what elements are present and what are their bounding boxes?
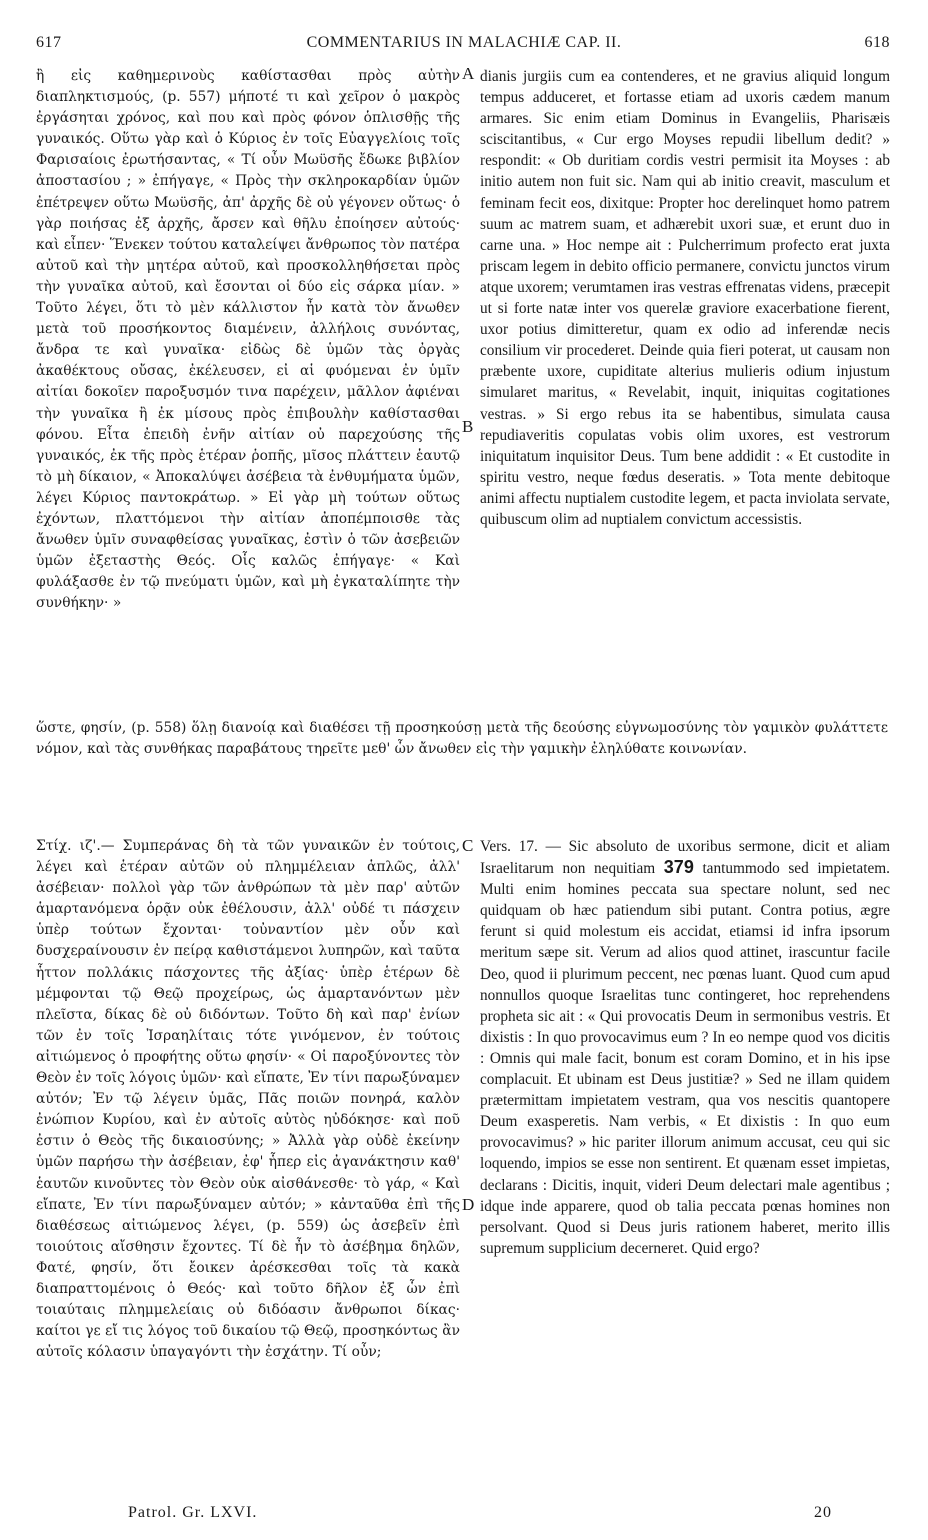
greek-column-bottom: Στίχ. ιζ'.— Συμπεράνας δὴ τὰ τῶν γυναικῶν ἐν τούτοις, λέγει καὶ ἑτέραν αὐτῶν οὐ πλημμέλειαν ἁπλῶς, ἀλλ' ἀσέβειαν· πολλοὶ γὰρ τῶν ἀνθρώπων τὰ μὲν παρ' αὐτῶν ἁμαρτανόμενα ὁρᾷν οὐκ ἐθέλουσιν, ἀλλ' οὐδέ τι πάσχειν ὑπὲρ τούτων ἔχονται· τοὐναντίον μὲν οὖν καὶ δυσχεραίνουσιν ἐν πείρᾳ καθιστάμενοι λυπηρῶν, καὶ ταῦτα ἧττον πολλάκις πάσχοντες τῆς ἀξίας· ὑπὲρ ἑτέρων δὲ μέμφονται τῷ Θεῷ προχείρως, ὡς ἁμαρτανόντων μὲν πλεῖστα, δίκας δὲ οὐ διδόντων. Τοῦτο δὴ καὶ παρ' ἐνίων τῶν ἐν τοῖς Ἰσραηλίταις τότε γινόμενον, ἐν τούτοις αἰτιώμενος ὁ προφήτης οὕτω φησίν· « Οἱ παροξύνοντες τὸν Θεὸν ἐν τοῖς λόγοις ὑμῶν· καὶ εἴπατε, Ἐν τίνι παρωξύναμεν αὐτόν; Ἐν τῷ λέγειν ὑμᾶς, Πᾶς ποιῶν πονηρά, καλὸν ἐνώπιον Κυρίου, καὶ ἐν αὐτοῖς αὐτὸς ηὐδόκησε· καὶ ποῦ ἐστιν ὁ Θεὸς τῆς δικαιοσύνης; » Ἀλλὰ γὰρ οὐδὲ ἐκείνην ὑμῶν παρήσω τὴν ἀσέβειαν, ἐφ' ἧπερ εἰς ἀγανάκτησιν καθ' ἑαυτῶν κινοῦντες τὸν Θεὸν οὐκ αἰσθάνεσθε· τὸ γάρ, « Καὶ εἴπατε, Ἐν τίνι παρωξύναμεν αὐτόν; » κἀνταῦθα ἐπὶ τῆς διαθέσεως αἰτιώμενος λέγει, (p. 559) ὡς ἀσεβεῖν ἐπὶ τοιούτοις αἴσθησιν ἔχοντες. Τί δὲ ἦν τὸ ἀσέβημα δηλῶν, Φατέ, φησίν, ὅτι ἔοικεν ἀρέσκεσθαι τοῖς τὰ κακὰ διαπραττομένοις ὁ Θεός· καὶ τοῦτο δῆλον ἐξ ὧν ἐπὶ τοιαύταις πλημμελείαις οὐ διδόασιν ἄνθρωποι δίκας· καίτοι γε εἴ τις λόγος τοῦ δικαίου τῷ Θεῷ, προσηκόντως ἂν αὐτοῖς κόλασιν ὑπαγαγόντι τὴν ἐσχάτην. Τί οὖν; [36, 838, 460, 1361]
latin-column-bottom [480, 836, 890, 1259]
inline-page-number: 379 [663, 857, 694, 878]
left-page-number: 617 [36, 34, 62, 51]
latin-bottom-text-rest: tantummodo sed impietatem. Multi enim homines peccata sua spectare nolunt, sed nec quidquam ob hæc patiendum sibi putant. Contra potius, ægre ferunt si quid molestum eis accidat, etiamsi id infra ipsorum meritum sæpe sit. Verum ad alios quod attinet, irascuntur facile Deo, quod ii plurimum peccent, nec pœnas luant. Quod cum apud nonnullos quoque Israelitas tunc contingeret, hoc reprehendens propheta sic ait : « Qui provocatis Deum in sermonibus vestris. Et dixistis : In quo provocavimus eum ? In eo nempe quod vos dicitis : Omnis qui male facit, bonum est coram Domino, et in his ipse complacuit. Et ubinam est Deus justitiæ? » Sed ne illam quidem prætermittam impietatem vestram, qua vos nescitis quantopere Deum exasperetis. Nam verbis, « Et dixistis : In quo eum provocavimus? » hic pariter illorum animum accusat, ceu qui sic loquendo, impios se esse non sentirent. Et quænam esset impietas, declarans : Dicitis, inquit, videri Deum delectari male agentibus ; idque inde apparere, quod ob talia peccata pœnas homines non persolvant. Quod si Deus juris rationem haberet, merito illis supremum supplicium decerneret. Quid ergo? [480, 860, 890, 1257]
section-marker-d: D [462, 1195, 475, 1214]
footer-signature-number: 20 [814, 1504, 832, 1521]
latin-column-top: dianis jurgiis cum ea contenderes, et ne gravius aliquid longum tempus adduceret, et fortasse etiam ad uxoris cædem manum armares. Sic enim etiam Dominus in Evangeliis, Pharisæis sciscitantibus, « Cur ergo Moyses repudii libellum dedit? » respondit: « Ob duritiam cordis vestri permisit ita Moyses : ab initio autem non fuit sic. Nam qui ab initio creavit, masculum et feminam fecit eos, dixitque: Propter hoc derelinquet homo patrem suum ac matrem suam, et adhærebit uxori suæ, et erunt duo in carne una. » Hoc nempe ait : Pulcherrimum profecto erat juxta priscam legem in debito officio permanere, convictu junctos virum atque uxorem; verumtamen iras vestras effrenatas videns, præcepit ut si forte natæ inter vos querelæ graviore exacerbatione fierent, uxor potius dimitteretur, quam ex odio ad inferendæ necis consilium vir procederet. Deinde quia fieri poterat, ut causam non præbente uxore, cupiditate alterius mulieris odium injustum simularet maritus, « Revelabit, inquit, iniquitas cogitationes vestras. » Si ergo rebus ita se habentibus, simulata causa repudiaveritis copulatas vobis olim uxores, est vestrorum iniquitatum inquisitor Deus. Tum bene addidit : « Et custodite in spiritu vestro, neque fœdus deseratis. » Tota mente debitoque animi affectu nuptialem custodite legem, et pacta inviolata servate, quibuscum olim ad nuptialem convictum accessistis. [480, 68, 890, 528]
section-marker-c: C [462, 836, 474, 855]
greek-column-top: ἢ εἰς καθημερινοὺς καθίστασθαι πρὸς αὐτὴν διαπληκτισμούς, (p. 557) μήποτέ τι καὶ χεῖρον ὁ μακρὸς ἐργάσηται χρόνος, καὶ που καὶ πρὸς φόνον ὁπλισθῇς τῆς γυναικός. Οὕτω γὰρ καὶ ὁ Κύριος ἐν τοῖς Εὐαγγελίοις τοῖς Φαρισαίοις ἐρωτήσαντας, « Τί οὖν Μωϋσῆς ἔδωκε βιβλίον ἀποστασίου ; » ἐπήγαγε, « Πρὸς τὴν σκληροκαρδίαν ὑμῶν ἐπέτρεψεν οὕτω Μωϋσῆς, ἀπ' ἀρχῆς δὲ οὐ γέγονεν οὕτως· ὁ γὰρ ποιήσας ἐξ ἀρχῆς, ἄρσεν καὶ θῆλυ ἐποίησεν αὐτούς· καὶ εἶπεν· Ἕνεκεν τούτου καταλείψει ἄνθρωπος τὸν πατέρα αὐτοῦ καὶ τὴν μητέρα αὐτοῦ, καὶ προσκολληθήσεται πρὸς τὴν γυναῖκα αὐτοῦ, καὶ ἔσονται οἱ δύο εἰς σάρκα μίαν. » Τοῦτο λέγει, ὅτι τὸ μὲν κάλλιστον ἦν κατὰ τὸν ἄνωθεν μετὰ τοῦ προσήκοντος διαμένειν, ἀλλήλοις συνόντας, ἄνδρα τε καὶ γυναῖκα· εἰδὼς δὲ ὑμῶν τὰς ὀργὰς ἀκαθέκτους οὔσας, ἐκέλευσεν, εἰ αἱ φυόμεναι ἐν ὑμῖν αἰτίαι δοκοῖεν παροξυσμόν τινα παρέχειν, μᾶλλον ἀφιέναι τὴν γυναῖκα ἢ ἐκ μίσους πρὸς ἐπιβουλὴν καθίστασθαι φόνου. Εἶτα ἐπειδὴ ἐνῆν αἰτίαν οὐ παρεχούσης τῆς γυναικός, ἐκ τῆς πρὸς ἑτέραν ῥοπῆς, μῖσος πλάττειν ἑαυτῷ τὸ μὴ δίκαιον, « Ἀποκαλύψει ἀσέβεια τὰ ἐνθυμήματα ὑμῶν, λέγει Κύριος παντοκράτωρ. » Εἰ γὰρ μὴ τούτων οὕτως ἐχόντων, πλαττόμενοι τὴν αἰτίαν ἀποπέμποισθε τὰς ἄνωθεν ὑμῖν συναφθείσας γυναῖκας, ἐστὶν ὁ τῶν ἀσεβειῶν ὑμῶν ἐξεταστὴς Θεός. Οἷς καλῶς ἐπήγαγε· « Καὶ φυλάξασθε ἐν τῷ πνεύματι ὑμῶν, καὶ μὴ ἐγκαταλίπητε τὴν συνθήκην· » [36, 68, 460, 612]
running-title: COMMENTARIUS IN MALACHIÆ CAP. II. [306, 34, 622, 51]
right-page-number: 618 [864, 34, 890, 51]
section-marker-a: A [462, 64, 475, 83]
section-marker-b: B [462, 417, 474, 436]
footer-patrology-volume: Patrol. Gr. LXVI. [128, 1504, 258, 1521]
greek-continuation: ὥστε, φησίν, (p. 558) ὅλῃ διανοίᾳ καὶ διαθέσει τῇ προσηκούσῃ μετὰ τῆς δεούσης εὐγνωμοσύνης τὸν γαμικὸν φυλάττετε νόμον, καὶ τὰς συνθήκας παραβάτους τηρεῖτε μεθ' ὧν ἄνωθεν εἰς τὴν γαμικὴν ἐληλύθατε κοινωνίαν. [36, 720, 888, 758]
latin-bottom-text-start: Vers. 17. — Sic absoluto de uxoribus sermone, dicit et aliam Israelitarum non nequitiam [480, 838, 890, 878]
